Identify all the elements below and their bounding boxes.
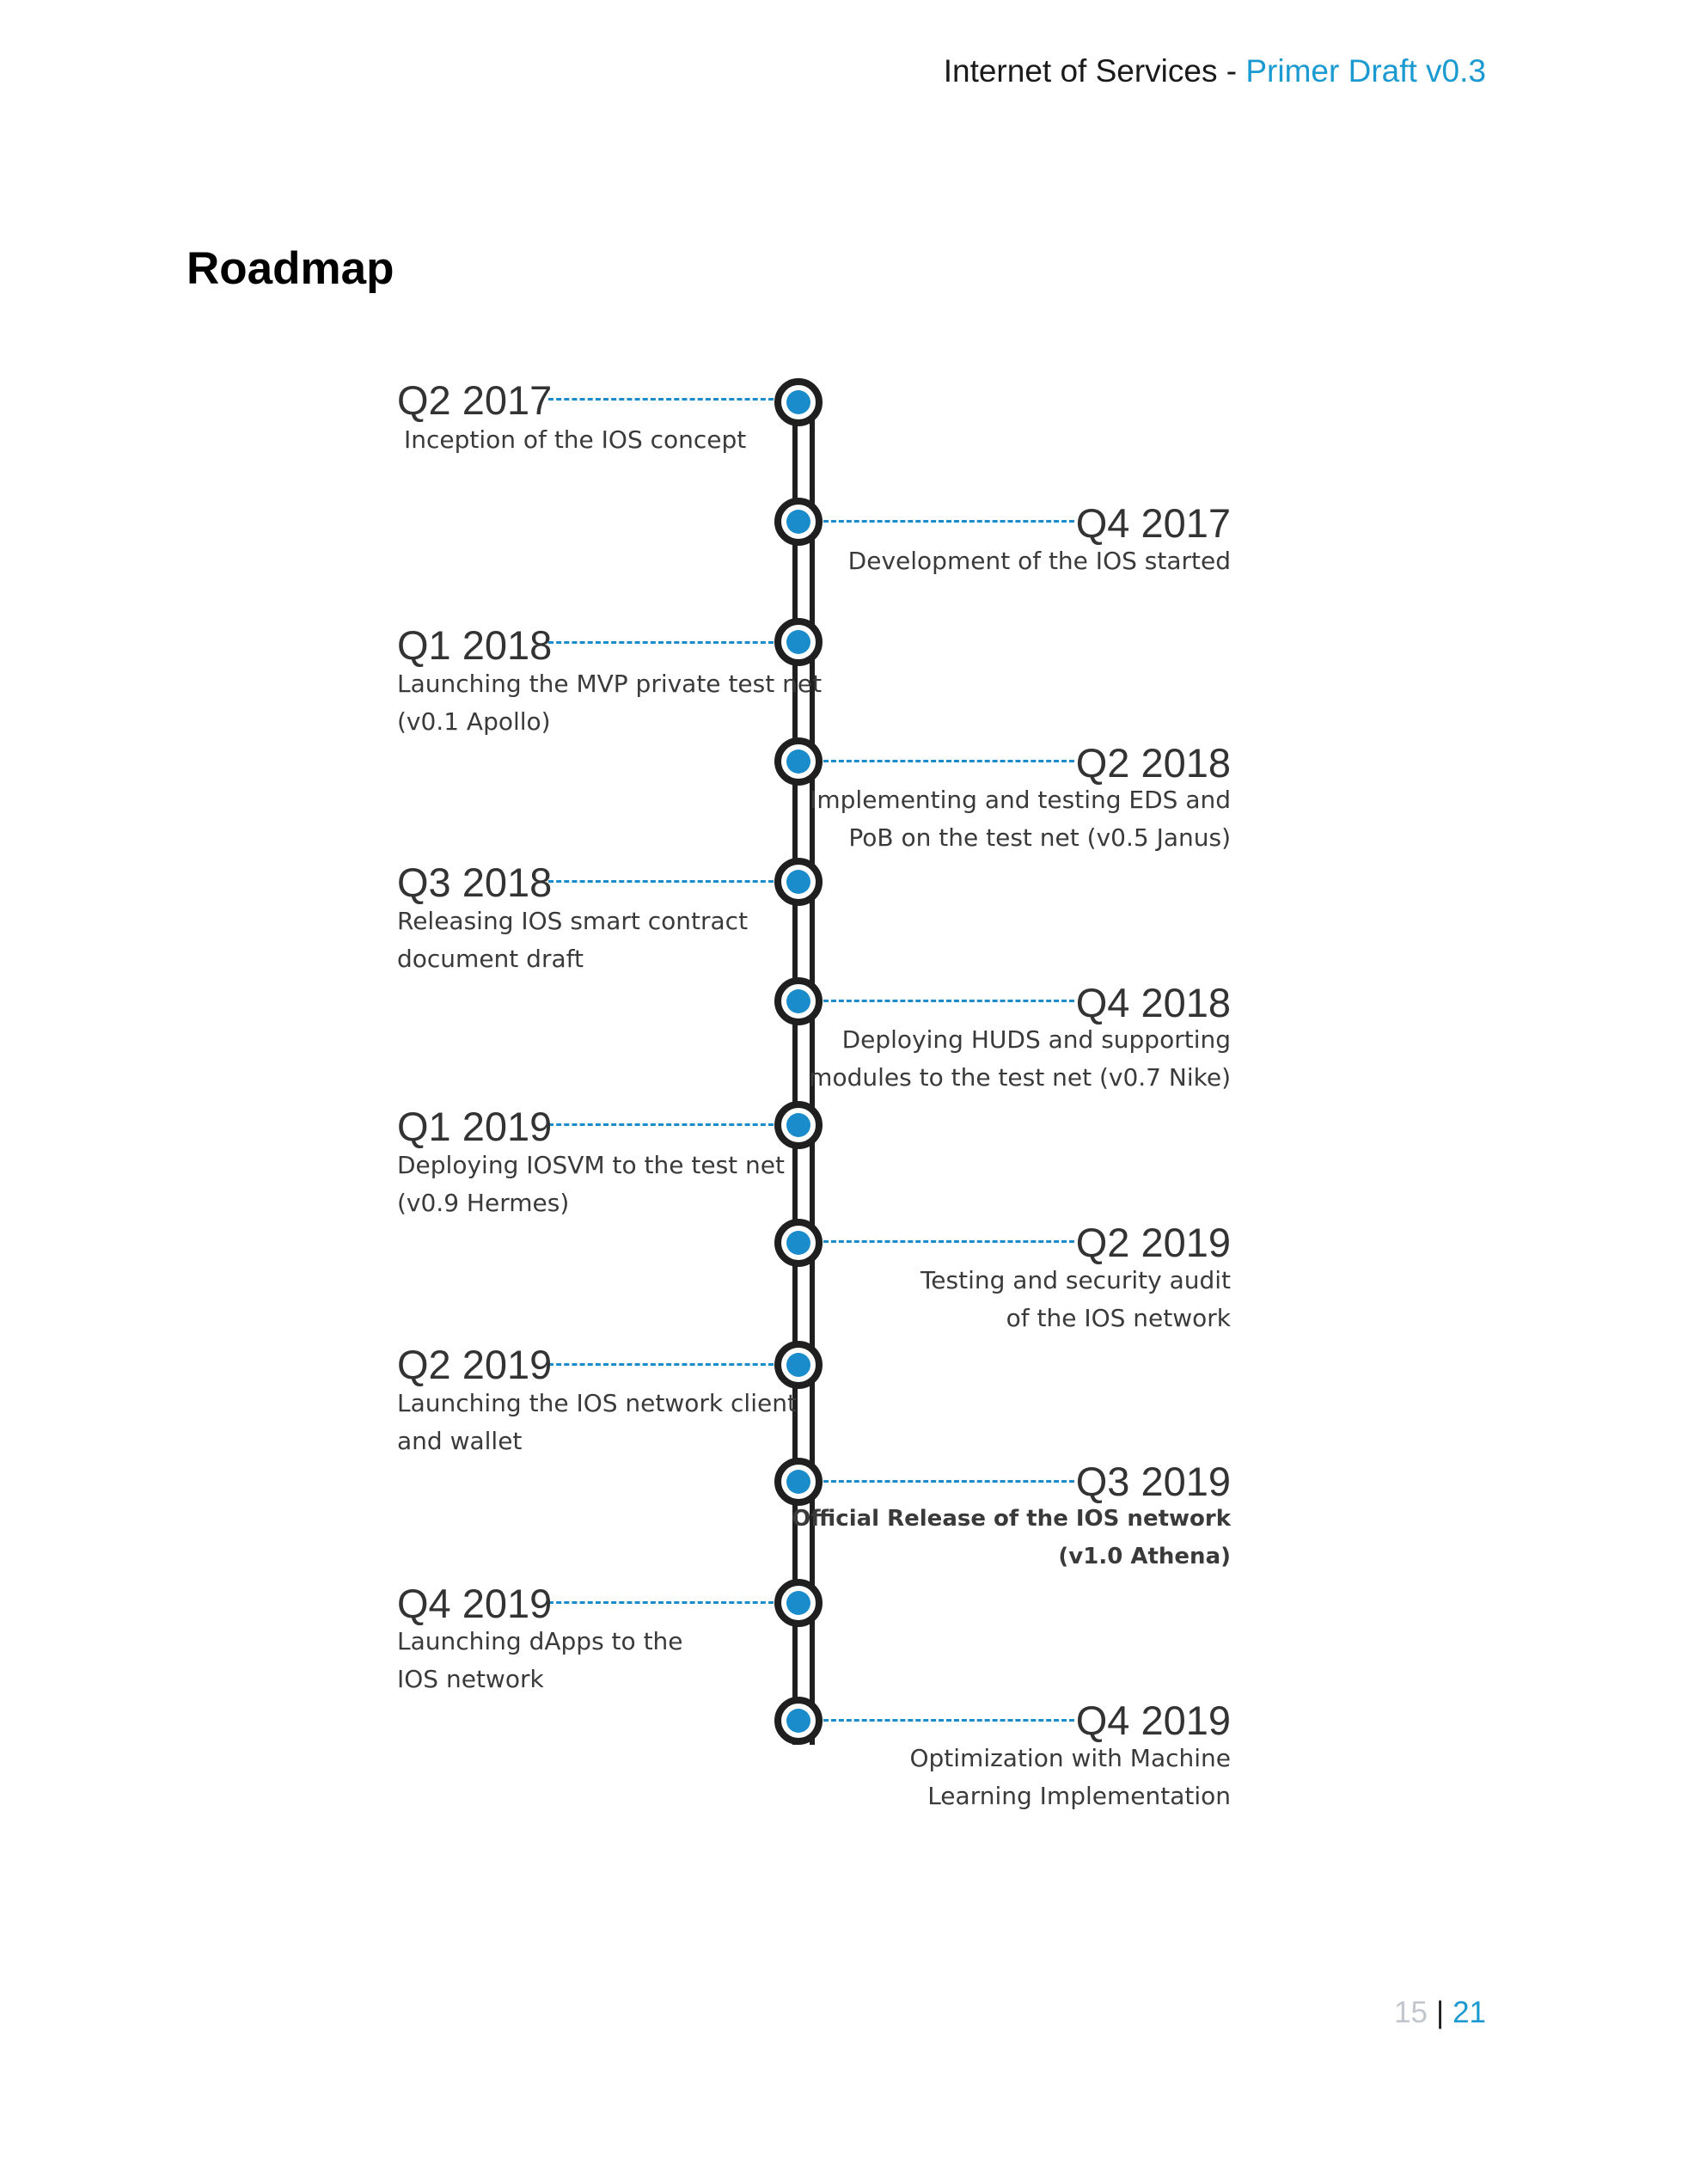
timeline-connector — [823, 760, 1074, 762]
timeline-node — [774, 1579, 823, 1627]
milestone-description — [397, 1385, 797, 1460]
milestone-quarter: Q4 2017 — [1075, 500, 1231, 546]
timeline-node — [774, 737, 823, 786]
description-line: (v0.1 Apollo) — [397, 707, 551, 736]
description-line: and wallet — [397, 1427, 523, 1455]
milestone-description — [848, 542, 1231, 580]
milestone-quarter: Q2 2019 — [1075, 1220, 1231, 1265]
milestone-quarter: Q4 2018 — [1075, 980, 1231, 1025]
description-line: modules to the test net (v0.7 Nike) — [809, 1063, 1231, 1092]
milestone-quarter: Q3 2019 — [1075, 1459, 1231, 1504]
description-line: (v1.0 Athena) — [1058, 1544, 1231, 1569]
milestone-description — [920, 1262, 1231, 1337]
timeline-connector — [823, 1480, 1074, 1483]
milestone-description — [397, 665, 822, 741]
timeline-node — [774, 1458, 823, 1506]
milestone-quarter: Q1 2019 — [397, 1104, 553, 1149]
page-number — [1394, 1996, 1486, 2030]
timeline-node-dot — [786, 630, 810, 654]
description-line: Deploying IOSVM to the test net — [397, 1151, 786, 1179]
timeline-connector — [823, 1000, 1074, 1002]
milestone-description — [397, 1147, 785, 1222]
milestone-description — [909, 1740, 1231, 1815]
page-separator: | — [1435, 1996, 1445, 2029]
current-page: 15 — [1394, 1996, 1428, 2029]
milestone-quarter: Q4 2019 — [397, 1581, 553, 1626]
description-line: Optimization with Machine — [909, 1744, 1231, 1772]
timeline-connector — [548, 880, 774, 883]
timeline-connector — [548, 398, 774, 401]
timeline-node-dot — [786, 749, 810, 774]
timeline-node-dot — [786, 1353, 810, 1377]
timeline-node-dot — [786, 870, 810, 894]
milestone-quarter: Q2 2019 — [397, 1342, 553, 1387]
description-line: Launching the IOS network client — [397, 1389, 797, 1417]
description-line: Launching the MVP private test net — [397, 670, 823, 698]
timeline-connector — [823, 520, 1074, 523]
timeline-node — [774, 618, 823, 666]
timeline-connector — [823, 1719, 1074, 1722]
timeline-node-dot — [786, 989, 810, 1013]
timeline-connector — [548, 1363, 774, 1366]
description-line: Learning Implementation — [927, 1782, 1231, 1810]
milestone-description — [809, 1021, 1231, 1097]
description-line: Launching dApps to the — [397, 1627, 683, 1655]
timeline-node-dot — [786, 510, 810, 534]
milestone-quarter: Q3 2018 — [397, 860, 553, 905]
milestone-description — [810, 781, 1231, 857]
description-line: PoB on the test net (v0.5 Janus) — [848, 823, 1231, 852]
timeline-node-dot — [786, 1231, 810, 1255]
timeline-node-dot — [786, 1113, 810, 1137]
header-doc-name: Primer Draft v0.3 — [1245, 53, 1486, 89]
milestone-description — [397, 902, 748, 978]
timeline-node — [774, 1219, 823, 1267]
timeline-node-dot — [786, 1470, 810, 1494]
timeline-node — [774, 858, 823, 906]
description-line: Inception of the IOS concept — [404, 425, 747, 454]
description-line: Implementing and testing EDS and — [810, 786, 1231, 814]
milestone-quarter: Q1 2018 — [397, 622, 553, 668]
header-prefix: Internet of Services - — [943, 53, 1246, 89]
timeline-node — [774, 378, 823, 426]
timeline-node — [774, 1341, 823, 1389]
timeline-connector — [823, 1240, 1074, 1243]
timeline-node-dot — [786, 1591, 810, 1615]
timeline-node-dot — [786, 1709, 810, 1733]
timeline-node — [774, 977, 823, 1025]
milestone-quarter: Q2 2018 — [1075, 740, 1231, 786]
description-line: (v0.9 Hermes) — [397, 1189, 570, 1217]
description-line: document draft — [397, 945, 584, 973]
total-pages: 21 — [1453, 1996, 1486, 2029]
description-line: Official Release of the IOS network — [792, 1506, 1231, 1532]
milestone-quarter: Q2 2017 — [397, 377, 553, 423]
description-line: IOS network — [397, 1665, 544, 1693]
timeline-node-dot — [786, 390, 810, 414]
timeline-connector — [548, 1601, 774, 1604]
timeline-node — [774, 1101, 823, 1149]
timeline-connector — [548, 1123, 774, 1126]
timeline-node — [774, 1697, 823, 1745]
timeline-connector — [548, 641, 774, 644]
description-line: Development of the IOS started — [847, 547, 1231, 575]
milestone-description — [792, 1500, 1231, 1575]
milestone-description — [397, 1623, 683, 1698]
milestone-description — [404, 421, 746, 459]
timeline-node — [774, 498, 823, 546]
description-line: Deploying HUDS and supporting — [841, 1025, 1231, 1054]
description-line: of the IOS network — [1006, 1304, 1231, 1332]
page-title: Roadmap — [187, 243, 394, 294]
description-line: Testing and security audit — [920, 1266, 1231, 1294]
milestone-quarter: Q4 2019 — [1075, 1698, 1231, 1743]
description-line: Releasing IOS smart contract — [397, 907, 749, 935]
